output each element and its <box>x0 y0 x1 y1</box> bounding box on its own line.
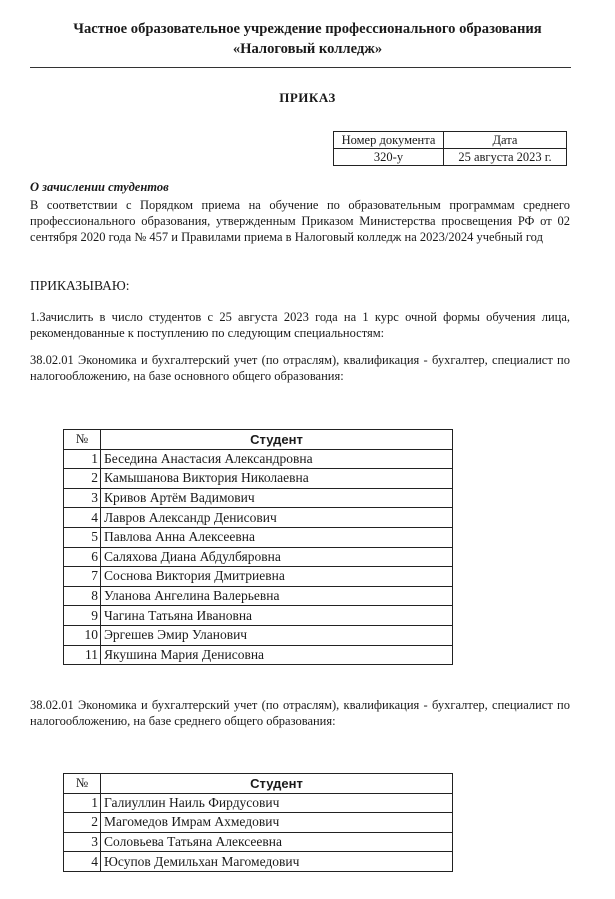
student-number: 1 <box>64 793 101 813</box>
student-list-1 <box>64 449 453 665</box>
column-header-number: № <box>64 430 101 450</box>
doc-info-header-row <box>334 132 567 149</box>
table-row <box>64 547 453 567</box>
student-number: 9 <box>64 606 101 626</box>
student-name: Беседина Анастасия Александровна <box>101 449 453 469</box>
student-number: 3 <box>64 488 101 508</box>
organization-header <box>0 19 615 59</box>
student-name: Соснова Виктория Дмитриевна <box>101 567 453 587</box>
column-header-number: № <box>64 774 101 794</box>
student-table-2 <box>63 773 453 872</box>
student-number: 4 <box>64 852 101 872</box>
table-header-row <box>64 774 453 794</box>
student-number: 11 <box>64 645 101 665</box>
student-name: Чагина Татьяна Ивановна <box>101 606 453 626</box>
table-row <box>64 469 453 489</box>
document-info-table <box>333 131 567 166</box>
table-row <box>64 449 453 469</box>
student-name: Камышанова Виктория Николаевна <box>101 469 453 489</box>
table-row <box>64 586 453 606</box>
student-number: 4 <box>64 508 101 528</box>
table-row <box>64 832 453 852</box>
preamble-paragraph: В соответствии с Порядком приема на обучение по образовательным программам среднего профессионального образования, утвержденным Приказом Министерства просвещения РФ от 02 сентября 2020 года № 457 и Правилами приема в Налоговый колледж на 2023/2024 учебный год <box>30 198 570 244</box>
table-row <box>64 813 453 833</box>
student-number: 10 <box>64 625 101 645</box>
student-number: 2 <box>64 469 101 489</box>
student-name: Кривов Артём Вадимович <box>101 488 453 508</box>
column-header-student: Студент <box>101 774 453 794</box>
student-name: Соловьева Татьяна Алексеевна <box>101 832 453 852</box>
table-row <box>64 625 453 645</box>
doc-info-value-row <box>334 149 567 166</box>
student-name: Эргешев Эмир Уланович <box>101 625 453 645</box>
student-name: Саляхова Диана Абдулбяровна <box>101 547 453 567</box>
doc-date: 25 августа 2023 г. <box>444 149 567 166</box>
doc-number: 320-у <box>334 149 444 166</box>
table-row <box>64 488 453 508</box>
table-row <box>64 567 453 587</box>
student-name: Магомедов Имрам Ахмедович <box>101 813 453 833</box>
decree-heading: ПРИКАЗЫВАЮ: <box>30 278 130 293</box>
org-line-1: Частное образовательное учреждение профессионального образования <box>73 21 542 37</box>
student-name: Уланова Ангелина Валерьевна <box>101 586 453 606</box>
student-number: 5 <box>64 527 101 547</box>
student-name: Якушина Мария Денисовна <box>101 645 453 665</box>
student-number: 2 <box>64 813 101 833</box>
student-number: 7 <box>64 567 101 587</box>
column-header-student: Студент <box>101 430 453 450</box>
specialty-description-2: 38.02.01 Экономика и бухгалтерский учет (по отраслям), квалификация - бухгалтер, специалист по налогообложению, на базе среднего общего образования: <box>30 698 570 728</box>
table-row <box>64 645 453 665</box>
student-number: 6 <box>64 547 101 567</box>
table-row <box>64 606 453 626</box>
student-table-1 <box>63 429 453 665</box>
order-title: ПРИКАЗ <box>279 90 336 105</box>
order-item-1: 1.Зачислить в число студентов с 25 августа 2023 года на 1 курс очной формы обучения лица, рекомендованные к поступлению по следующим специальностям: <box>30 310 570 340</box>
doc-date-label: Дата <box>444 132 567 149</box>
student-number: 3 <box>64 832 101 852</box>
table-row <box>64 793 453 813</box>
student-number: 1 <box>64 449 101 469</box>
table-row <box>64 852 453 872</box>
student-name: Галиуллин Наиль Фирдусович <box>101 793 453 813</box>
order-subject: О зачислении студентов <box>30 180 169 194</box>
student-list-2 <box>64 793 453 871</box>
student-number: 8 <box>64 586 101 606</box>
doc-number-label: Номер документа <box>334 132 444 149</box>
student-name: Павлова Анна Алексеевна <box>101 527 453 547</box>
table-row <box>64 527 453 547</box>
table-row <box>64 508 453 528</box>
student-name: Юсупов Демильхан Магомедович <box>101 852 453 872</box>
header-divider <box>30 67 571 68</box>
org-line-2: «Налоговый колледж» <box>232 41 383 57</box>
specialty-description-1: 38.02.01 Экономика и бухгалтерский учет (по отраслям), квалификация - бухгалтер, специалист по налогообложению, на базе основного общего образования: <box>30 353 570 383</box>
student-name: Лавров Александр Денисович <box>101 508 453 528</box>
table-header-row <box>64 430 453 450</box>
